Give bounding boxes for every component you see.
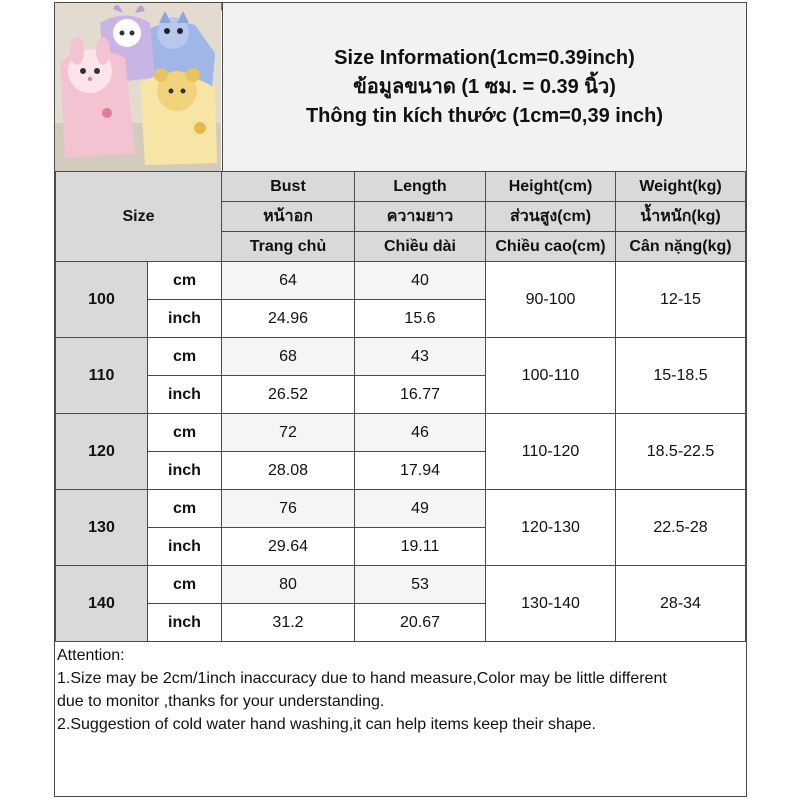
col-length-vi: Chiều dài	[355, 232, 486, 262]
bust-inch: 24.96	[222, 300, 355, 338]
length-cm: 46	[355, 414, 486, 452]
length-inch: 16.77	[355, 376, 486, 414]
table-row	[56, 566, 746, 604]
col-bust-th: หน้าอก	[222, 202, 355, 232]
header-vietnamese: Thông tin kích thước (1cm=0,39 inch)	[305, 104, 664, 127]
unit-inch: inch	[148, 376, 222, 414]
unit-cm: cm	[148, 262, 222, 300]
col-bust-en: Bust	[222, 172, 355, 202]
size-value: 130	[56, 490, 148, 566]
table-row	[56, 338, 746, 376]
unit-cm: cm	[148, 338, 222, 376]
col-length-en: Length	[355, 172, 486, 202]
table-row	[56, 490, 746, 528]
col-weight-vi: Cân nặng(kg)	[616, 232, 746, 262]
unit-cm: cm	[148, 490, 222, 528]
length-inch: 15.6	[355, 300, 486, 338]
bust-cm: 64	[222, 262, 355, 300]
bust-inch: 31.2	[222, 604, 355, 642]
length-inch: 17.94	[355, 452, 486, 490]
col-weight-en: Weight(kg)	[616, 172, 746, 202]
height-range: 90-100	[486, 262, 616, 338]
bust-inch: 28.08	[222, 452, 355, 490]
size-header: Size	[56, 172, 222, 262]
size-table	[55, 171, 746, 642]
weight-range: 15-18.5	[616, 338, 746, 414]
size-value: 100	[56, 262, 148, 338]
height-range: 130-140	[486, 566, 616, 642]
bust-cm: 76	[222, 490, 355, 528]
note-2: 2.Suggestion of cold water hand washing,it can help items keep their shape.	[57, 716, 596, 733]
length-cm: 40	[355, 262, 486, 300]
product-photo-icon	[55, 3, 221, 171]
notes-title: Attention:	[57, 647, 125, 664]
height-range: 110-120	[486, 414, 616, 490]
unit-cm: cm	[148, 414, 222, 452]
header-english: Size Information(1cm=0.39inch)	[334, 46, 635, 69]
unit-inch: inch	[148, 528, 222, 566]
length-cm: 43	[355, 338, 486, 376]
attention-notes	[55, 644, 745, 736]
note-1: 1.Size may be 2cm/1inch inaccuracy due to hand measure,Color may be little different	[57, 670, 667, 687]
col-height-en: Height(cm)	[486, 172, 616, 202]
unit-inch: inch	[148, 452, 222, 490]
height-range: 120-130	[486, 490, 616, 566]
length-inch: 19.11	[355, 528, 486, 566]
size-value: 120	[56, 414, 148, 490]
weight-range: 28-34	[616, 566, 746, 642]
table-row	[56, 414, 746, 452]
unit-inch: inch	[148, 604, 222, 642]
col-weight-th: น้ำหนัก(kg)	[616, 202, 746, 232]
col-height-th: ส่วนสูง(cm)	[486, 202, 616, 232]
height-range: 100-110	[486, 338, 616, 414]
bust-cm: 72	[222, 414, 355, 452]
bust-inch: 26.52	[222, 376, 355, 414]
col-length-th: ความยาว	[355, 202, 486, 232]
unit-inch: inch	[148, 300, 222, 338]
length-cm: 53	[355, 566, 486, 604]
length-inch: 20.67	[355, 604, 486, 642]
size-information-header	[222, 3, 746, 171]
weight-range: 12-15	[616, 262, 746, 338]
bust-cm: 80	[222, 566, 355, 604]
col-height-vi: Chiều cao(cm)	[486, 232, 616, 262]
table-row	[56, 262, 746, 300]
size-value: 110	[56, 338, 148, 414]
bust-cm: 68	[222, 338, 355, 376]
col-bust-vi: Trang chủ	[222, 232, 355, 262]
bust-inch: 29.64	[222, 528, 355, 566]
weight-range: 22.5-28	[616, 490, 746, 566]
note-1-continued: due to monitor ,thanks for your understanding.	[57, 693, 385, 710]
weight-range: 18.5-22.5	[616, 414, 746, 490]
size-value: 140	[56, 566, 148, 642]
unit-cm: cm	[148, 566, 222, 604]
header-thai: ข้อมูลขนาด (1 ซม. = 0.39 นิ้ว)	[353, 75, 616, 98]
product-photo	[55, 3, 221, 171]
length-cm: 49	[355, 490, 486, 528]
